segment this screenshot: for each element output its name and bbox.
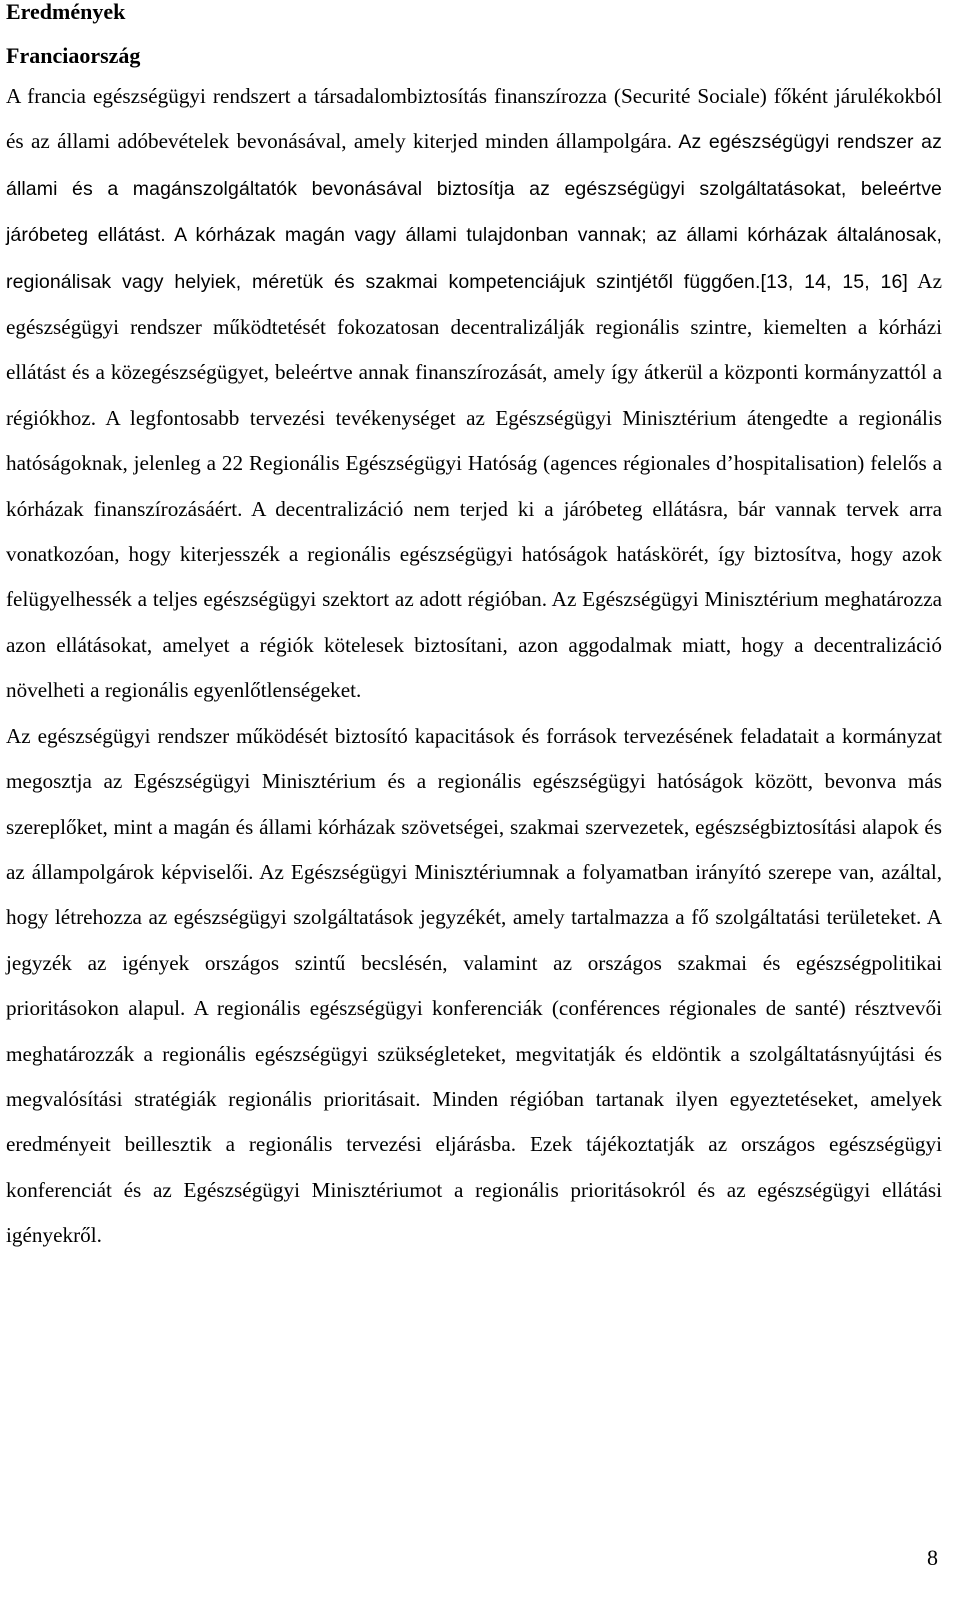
section-heading: Eredmények <box>6 0 126 24</box>
p1-sentence-3: A kórházak magán vagy állami tulajdonban vannak; az állami kórházak általánosak, regionálisak vagy helyiek, méretük és szakmai kompetenciájuk szintjétől függően.[13, 14, 15, 16] <box>6 224 942 293</box>
paragraph-2: Az egészségügyi rendszer működését biztosító kapacitások és források tervezésének feladatait a kormányzat megosztja az Egészségügyi Minisztérium és a regionális egészségügyi hatóságok között, bevonva más szereplőket, mint a magán és állami kórházak szövetségei, szakmai szervezetek, egészségbiztosítási alapok és az állampolgárok képviselői. Az Egészségügyi Minisztériumnak a folyamatban irányító szerepe van, azáltal, hogy létrehozza az egészségügyi szolgáltatások jegyzékét, amely tartalmazza a fő szolgáltatási területeket. A jegyzék az igények országos szintű becslésén, valamint az országos szakmai és egészségpolitikai prioritásokon alapul. A regionális egészségügyi konferenciák (conférences régionales de santé) résztvevői meghatározzák a regionális egészségügyi szükségleteket, megvitatják és eldöntik a szolgáltatásnyújtási és megvalósítási stratégiák regionális prioritásait. Minden régióban tartanak ilyen egyeztetéseket, amelyek eredményeit beillesztik a regionális tervezési eljárásba. Ezek tájékoztatják az országos egészségügyi konferenciát és az Egészségügyi Minisztériumot a regionális prioritásokról és az egészségügyi ellátási igényekről. <box>6 723 942 1248</box>
country-subheading: Franciaország <box>6 43 141 68</box>
p1-sentence-2: Az egészségügyi rendszer az állami és a magánszolgáltatók bevonásával biztosítja az egészségügyi szolgáltatásokat, beleértve járóbeteg ellátást. <box>6 131 942 247</box>
p1-sentence-7: Az Egészségügyi Minisztérium meghatározza azon ellátásokat, amelyet a régiók kötelesek biztosítani, azon aggodalmak miatt, hogy a decentralizáció növelheti a regionális egyenlőtlenségeket. <box>6 587 943 703</box>
p1-sentence-4: Az egészségügyi rendszer működtetését fokozatosan decentralizálják regionális szintre, kiemelten a kórházi ellátást és a közegészségügyet, beleértve annak finanszírozását, amely így átkerül a központi kormányzattól a régiókhoz. <box>6 268 942 430</box>
document-page <box>6 0 942 1259</box>
paragraph-1 <box>6 74 942 714</box>
p1-sentence-5: A legfontosabb tervezési tevékenységet az Egészségügyi Minisztérium átengedte a regionális hatóságoknak, jelenleg a 22 Regionális Egészségügyi Hatóság (agences régionales d’hospitalisation) felelős a kórházak finanszírozásáért. <box>6 405 942 521</box>
page-number: 8 <box>927 1545 938 1570</box>
p1-sentence-6: A decentralizáció nem terjed ki a járóbeteg ellátásra, bár vannak tervek arra vonatkozóan, hogy kiterjesszék a regionális egészségügyi hatóságok hatáskörét, így biztosítva, hogy azok felügyelhessék a teljes egészségügyi szektort az adott régióban. <box>6 496 942 612</box>
p1-sentence-1: A francia egészségügyi rendszert a társadalombiztosítás finanszírozza (Securité Sociale) főként járulékokból és az állami adóbevételek bevonásával, amely kiterjed minden állampolgára. <box>6 84 942 154</box>
